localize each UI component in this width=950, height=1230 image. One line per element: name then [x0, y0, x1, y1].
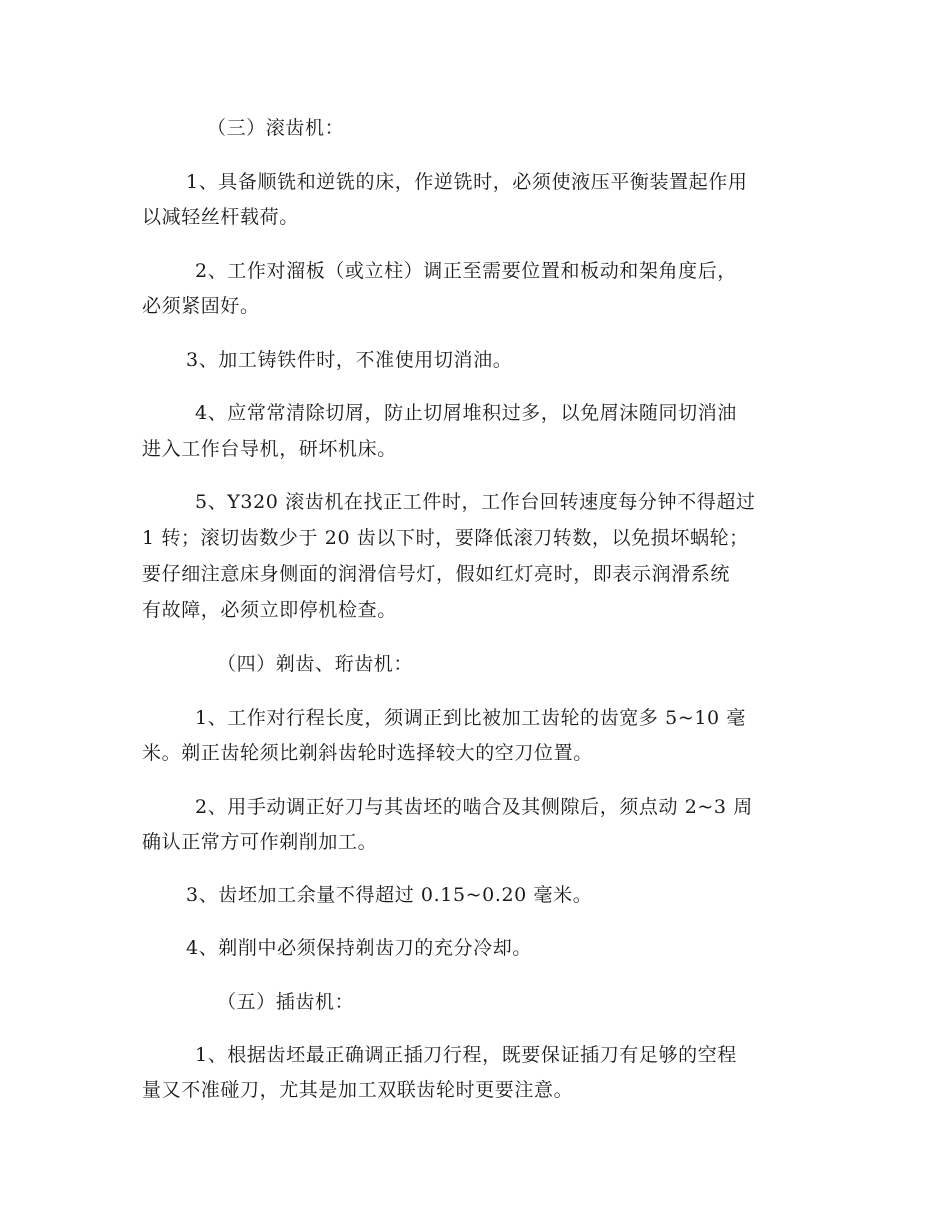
paragraph-line: 进入工作台导机，研坏机床。	[142, 438, 397, 460]
paragraph-line: 确认正常方可作剃削加工。	[142, 831, 378, 853]
paragraph-line: 1、根据齿坯最正确调正插刀行程，既要保证插刀有足够的空程	[195, 1044, 737, 1066]
paragraph-line: 量又不准碰刀，尤其是加工双联齿轮时更要注意。	[142, 1079, 574, 1101]
paragraph-line: 3、加工铸铁件时，不准使用切消油。	[186, 349, 513, 371]
paragraph-line: 必须紧固好。	[142, 295, 260, 317]
paragraph-line: 3、齿坯加工余量不得超过 0.15~0.20 毫米。	[186, 884, 593, 906]
paragraph-line: 4、剃削中必须保持剃齿刀的充分冷却。	[186, 937, 532, 959]
section-heading: （五）插齿机：	[217, 991, 355, 1013]
section-heading: （四）剃齿、珩齿机：	[217, 653, 414, 675]
paragraph-line: 要仔细注意床身侧面的润滑信号灯，假如红灯亮时，即表示润滑系统	[142, 563, 731, 585]
paragraph-line: 1、工作对行程长度，须调正到比被加工齿轮的齿宽多 5~10 毫	[195, 707, 746, 729]
paragraph-line: 2、工作对溜板（或立柱）调正至需要位置和板动和架角度后，	[195, 260, 737, 282]
paragraph-line: 有故障，必须立即停机检查。	[142, 599, 397, 621]
paragraph-line: 1 转；滚切齿数少于 20 齿以下时，要降低滚刀转数，以免损坏蜗轮；	[142, 527, 749, 549]
paragraph-line: 5、Y320 滚齿机在找正工件时，工作台回转速度每分钟不得超过	[195, 491, 756, 513]
section-heading: （三）滚齿机：	[207, 117, 345, 139]
paragraph-line: 4、应常常清除切屑，防止切屑堆积过多，以免屑沫随同切消油	[195, 402, 737, 424]
paragraph-line: 以减轻丝杆载荷。	[142, 206, 299, 228]
paragraph-line: 1、具备顺铣和逆铣的床，作逆铣时，必须使液压平衡装置起作用	[186, 171, 748, 193]
paragraph-line: 米。剃正齿轮须比剃斜齿轮时选择较大的空刀位置。	[142, 742, 593, 764]
paragraph-line: 2、用手动调正好刀与其齿坯的啮合及其侧隙后，须点动 2~3 周	[195, 796, 753, 818]
